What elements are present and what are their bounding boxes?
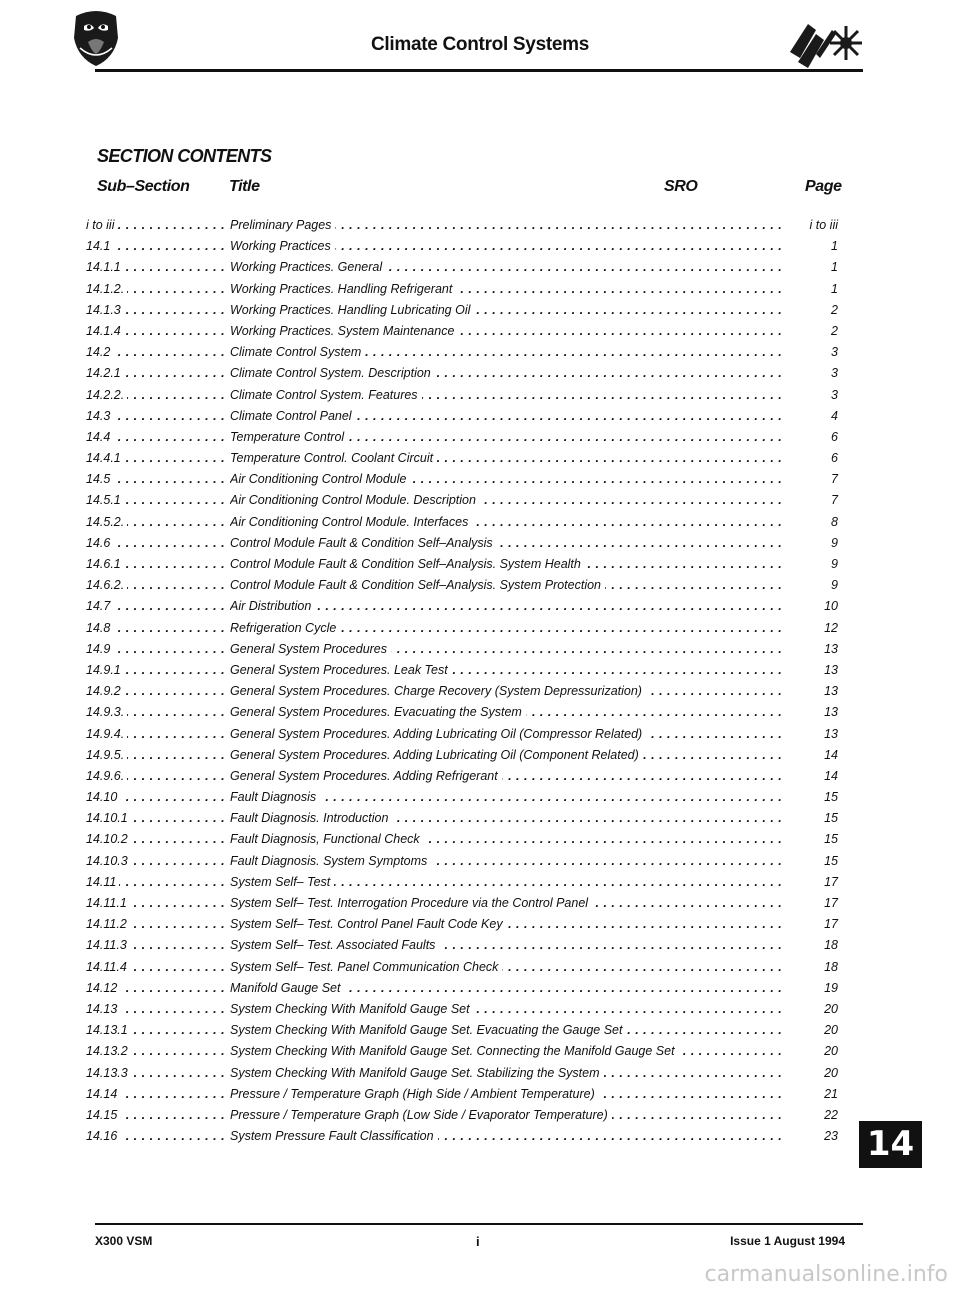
toc-page-number: 2 <box>831 323 838 338</box>
toc-sub-section-number: 14.6.1 <box>86 557 124 571</box>
toc-page-number: 3 <box>831 387 838 402</box>
toc-title <box>230 388 786 402</box>
toc-row[interactable] <box>86 237 846 258</box>
toc-title <box>230 472 786 486</box>
toc-page-number: 9 <box>831 535 838 550</box>
toc-sub-section <box>86 515 224 529</box>
footer-rule <box>95 1223 863 1225</box>
toc-page-number: 6 <box>831 451 838 466</box>
toc-row[interactable] <box>86 936 846 957</box>
toc-title-text: Working Practices. Handling Lubricating Oil <box>230 303 474 317</box>
toc-row[interactable] <box>86 915 846 936</box>
toc-row[interactable] <box>86 597 846 618</box>
toc-sub-section <box>86 663 224 677</box>
toc-sub-section <box>86 769 224 783</box>
toc-title-text: Temperature Control. Coolant Circuit <box>230 451 437 465</box>
toc-row[interactable] <box>86 725 846 746</box>
toc-sub-section <box>86 366 224 380</box>
toc-page-number: 20 <box>824 1065 838 1080</box>
toc-row[interactable] <box>86 534 846 555</box>
toc-sub-section <box>86 896 224 910</box>
toc-page-number: 10 <box>824 599 838 614</box>
toc-sub-section-number: 14.9.6. <box>86 769 127 783</box>
toc-title-text: Air Distribution <box>230 599 315 613</box>
toc-title-text: Control Module Fault & Condition Self–Analysis <box>230 536 497 550</box>
toc-sub-section <box>86 493 224 507</box>
toc-page-number: 22 <box>824 1107 838 1122</box>
toc-title <box>230 854 786 868</box>
watermark: carmanualsonline.info <box>704 1262 948 1287</box>
toc-page-number: 17 <box>824 874 838 889</box>
toc-sub-section <box>86 790 224 804</box>
toc-page-number: 15 <box>824 790 838 805</box>
toc-title <box>230 303 786 317</box>
toc-title-text: Manifold Gauge Set <box>230 981 345 995</box>
toc-row[interactable] <box>86 788 846 809</box>
toc-title-text: Fault Diagnosis. Introduction <box>230 811 392 825</box>
toc-row[interactable] <box>86 767 846 788</box>
toc-sub-section-number: 14.13.2 <box>86 1044 131 1058</box>
toc-row[interactable] <box>86 873 846 894</box>
toc-sub-section <box>86 451 224 465</box>
toc-page-number: 18 <box>824 959 838 974</box>
toc-sub-section <box>86 578 224 592</box>
toc-title <box>230 282 786 296</box>
toc-sub-section <box>86 1044 224 1058</box>
toc-title-text: System Self– Test <box>230 875 334 889</box>
toc-sub-section-number: 14.10.1 <box>86 811 131 825</box>
toc-row[interactable] <box>86 1021 846 1042</box>
toc-sub-section <box>86 324 224 338</box>
toc-title-text: Climate Control Panel <box>230 409 356 423</box>
toc-row[interactable] <box>86 682 846 703</box>
toc-title-text: System Self– Test. Associated Faults <box>230 938 439 952</box>
toc-title-text: General System Procedures. Adding Lubricating Oil (Component Related) <box>230 748 643 762</box>
header-title: Climate Control Systems <box>371 34 589 55</box>
toc-row[interactable] <box>86 1106 846 1127</box>
toc-row[interactable] <box>86 449 846 470</box>
toc-title <box>230 705 786 719</box>
toc-sub-section-number: 14.1.4 <box>86 324 124 338</box>
toc-sub-section-number: 14.5 <box>86 472 113 486</box>
toc-title-text: System Self– Test. Control Panel Fault Code Key <box>230 917 507 931</box>
toc-sub-section <box>86 684 224 698</box>
toc-row[interactable] <box>86 830 846 851</box>
toc-page-number: 20 <box>824 1044 838 1059</box>
toc-title <box>230 811 786 825</box>
toc-title-text: Fault Diagnosis, Functional Check <box>230 832 424 846</box>
toc-page-number: 13 <box>824 705 838 720</box>
toc-sub-section-number: 14.2 <box>86 345 113 359</box>
toc-sub-section <box>86 430 224 444</box>
toc-sub-section-number: 14.9.5. <box>86 748 127 762</box>
toc-sub-section-number: 14.13.3 <box>86 1066 131 1080</box>
toc-title <box>230 727 786 741</box>
toc-row[interactable] <box>86 1127 846 1148</box>
toc-title <box>230 875 786 889</box>
toc-sub-section-number: 14.9.1 <box>86 663 124 677</box>
toc-title <box>230 218 786 232</box>
toc-page-number: 13 <box>824 641 838 656</box>
toc-sub-section-number: 14.11.3 <box>86 938 130 952</box>
toc-sub-section-number: 14.1 <box>86 239 113 253</box>
toc-title-text: Working Practices. System Maintenance <box>230 324 458 338</box>
toc-page-number: 4 <box>831 408 838 423</box>
toc-sub-section-number: 14.3 <box>86 409 113 423</box>
toc-sub-section <box>86 938 224 952</box>
toc-page-number: 18 <box>824 938 838 953</box>
toc-row[interactable] <box>86 703 846 724</box>
toc-sub-section-number: 14.16 <box>86 1129 120 1143</box>
toc-title <box>230 515 786 529</box>
toc-page-number: 2 <box>831 302 838 317</box>
toc-sub-section-number: 14.2.1 <box>86 366 124 380</box>
toc-page-number: 13 <box>824 726 838 741</box>
toc-title <box>230 938 786 952</box>
toc-page-number: 3 <box>831 345 838 360</box>
toc-sub-section-number: 14.15 <box>86 1108 120 1122</box>
toc-sub-section <box>86 409 224 423</box>
toc-row[interactable] <box>86 470 846 491</box>
toc-title-text: Air Conditioning Control Module. Interfaces <box>230 515 472 529</box>
toc-row[interactable] <box>86 343 846 364</box>
toc-title <box>230 345 786 359</box>
toc-title-text: Climate Control System. Features <box>230 388 422 402</box>
toc-title-text: Pressure / Temperature Graph (Low Side / Evaporator Temperature) <box>230 1108 612 1122</box>
toc-row[interactable] <box>86 958 846 979</box>
column-header-sub-section: Sub–Section <box>97 178 190 195</box>
toc-title-text: Pressure / Temperature Graph (High Side / Ambient Temperature) <box>230 1087 599 1101</box>
toc-page-number: 20 <box>824 1023 838 1038</box>
toc-row[interactable] <box>86 407 846 428</box>
toc-sub-section-number: 14.8 <box>86 621 113 635</box>
toc-title-text: Fault Diagnosis. System Symptoms <box>230 854 431 868</box>
toc-row[interactable] <box>86 280 846 301</box>
toc-page-number: 14 <box>824 768 838 783</box>
toc-page-number: 1 <box>831 239 838 254</box>
toc-sub-section-number: 14.11 <box>86 875 119 889</box>
toc-title-text: General System Procedures. Evacuating the System <box>230 705 526 719</box>
toc-sub-section <box>86 875 224 889</box>
toc-title-text: System Checking With Manifold Gauge Set <box>230 1002 474 1016</box>
toc-title-text: Working Practices. General <box>230 260 386 274</box>
toc-page-number: 9 <box>831 578 838 593</box>
toc-sub-section-number: 14.14 <box>86 1087 120 1101</box>
toc-row[interactable] <box>86 216 846 237</box>
toc-title <box>230 621 786 635</box>
toc-title-text: Working Practices. Handling Refrigerant <box>230 282 456 296</box>
toc-title-text: System Checking With Manifold Gauge Set. Stabilizing the System <box>230 1066 604 1080</box>
footer-page-number: i <box>476 1234 480 1249</box>
toc-sub-section <box>86 1023 224 1037</box>
toc-sub-section-number: 14.4.1 <box>86 451 124 465</box>
toc-title <box>230 430 786 444</box>
toc-sub-section <box>86 557 224 571</box>
toc-page-number: 15 <box>824 853 838 868</box>
toc-page-number: 6 <box>831 429 838 444</box>
toc-row[interactable] <box>86 1042 846 1063</box>
toc-sub-section-number: 14.6.2. <box>86 578 127 592</box>
toc-title-text: General System Procedures. Adding Lubricating Oil (Compressor Related) <box>230 727 646 741</box>
toc-sub-section-number: 14.1.2. <box>86 282 127 296</box>
column-header-sro: SRO <box>664 178 698 195</box>
toc-page-number: 7 <box>831 472 838 487</box>
toc-row[interactable] <box>86 1000 846 1021</box>
toc-row[interactable] <box>86 809 846 830</box>
toc-title-text: General System Procedures. Leak Test <box>230 663 452 677</box>
toc-title-text: System Self– Test. Interrogation Procedure via the Control Panel <box>230 896 592 910</box>
toc-page-number: 20 <box>824 1001 838 1016</box>
toc-title <box>230 1023 786 1037</box>
toc-row[interactable] <box>86 428 846 449</box>
toc-sub-section-number: 14.12 <box>86 981 120 995</box>
footer-issue-date: Issue 1 August 1994 <box>730 1234 845 1248</box>
toc-row[interactable] <box>86 894 846 915</box>
toc-title <box>230 684 786 698</box>
toc-sub-section <box>86 599 224 613</box>
toc-row[interactable] <box>86 491 846 512</box>
toc-sub-section <box>86 303 224 317</box>
toc-sub-section-number: 14.9.4. <box>86 727 127 741</box>
toc-title <box>230 1129 786 1143</box>
toc-page-number: 9 <box>831 557 838 571</box>
toc-title <box>230 536 786 550</box>
toc-title-text: General System Procedures. Charge Recovery (System Depressurization) <box>230 684 646 698</box>
toc-title <box>230 790 786 804</box>
toc-title <box>230 1087 786 1101</box>
toc-sub-section <box>86 981 224 995</box>
toc-sub-section-number: 14.6 <box>86 536 113 550</box>
toc-title-text: Temperature Control <box>230 430 348 444</box>
toc-title <box>230 451 786 465</box>
toc-page-number: 7 <box>831 493 838 508</box>
column-header-title: Title <box>229 178 260 195</box>
toc-sub-section <box>86 1002 224 1016</box>
toc-title <box>230 409 786 423</box>
toc-sub-section-number: 14.1.3 <box>86 303 124 317</box>
toc-row[interactable] <box>86 661 846 682</box>
toc-sub-section <box>86 832 224 846</box>
toc-row[interactable] <box>86 364 846 385</box>
toc-title-text: System Self– Test. Panel Communication Check <box>230 960 502 974</box>
toc-page-number: 23 <box>824 1129 838 1144</box>
toc-row[interactable] <box>86 979 846 1000</box>
toc-title-text: Air Conditioning Control Module <box>230 472 410 486</box>
toc-sub-section <box>86 854 224 868</box>
toc-title-text: General System Procedures <box>230 642 391 656</box>
toc-row[interactable] <box>86 301 846 322</box>
toc-title <box>230 748 786 762</box>
toc-title-text: Climate Control System. Description <box>230 366 435 380</box>
toc-sub-section <box>86 811 224 825</box>
toc-title <box>230 1044 786 1058</box>
toc-page-number: 17 <box>824 917 838 932</box>
section-tab: 14 <box>859 1121 922 1168</box>
toc-title-text: Refrigeration Cycle <box>230 621 340 635</box>
toc-sub-section-number: 14.5.2. <box>86 515 127 529</box>
toc-title <box>230 960 786 974</box>
toc-sub-section-number: 14.4 <box>86 430 113 444</box>
toc-sub-section-number: 14.9.2 <box>86 684 124 698</box>
toc-row[interactable] <box>86 576 846 597</box>
toc-sub-section-number: 14.9 <box>86 642 113 656</box>
toc-page-number: 8 <box>831 514 838 529</box>
toc-row[interactable] <box>86 746 846 767</box>
toc-sub-section <box>86 960 224 974</box>
toc-title <box>230 769 786 783</box>
toc-sub-section <box>86 727 224 741</box>
toc-title-text: Control Module Fault & Condition Self–Analysis. System Health <box>230 557 585 571</box>
toc-row[interactable] <box>86 852 846 873</box>
toc-title <box>230 1108 786 1122</box>
toc-title-text: System Checking With Manifold Gauge Set. Evacuating the Gauge Set <box>230 1023 626 1037</box>
toc-sub-section-number: 14.2.2. <box>86 388 127 402</box>
toc-sub-section <box>86 1087 224 1101</box>
toc-sub-section-number: 14.11.1 <box>86 896 130 910</box>
toc-sub-section <box>86 388 224 402</box>
toc-sub-section-number: 14.1.1 <box>86 260 124 274</box>
toc-row[interactable] <box>86 619 846 640</box>
toc-page-number: 21 <box>824 1086 838 1101</box>
toc-title-text: System Pressure Fault Classification <box>230 1129 438 1143</box>
toc-row[interactable] <box>86 322 846 343</box>
toc-page-number: 1 <box>831 260 838 275</box>
toc-title-text: Climate Control System <box>230 345 365 359</box>
toc-page-number: 3 <box>831 366 838 381</box>
toc-sub-section <box>86 621 224 635</box>
toc-sub-section <box>86 705 224 719</box>
toc-title <box>230 239 786 253</box>
toc-sub-section-number: 14.11.4 <box>86 960 130 974</box>
toc-row[interactable] <box>86 640 846 661</box>
toc-page-number: 15 <box>824 811 838 826</box>
section-title: SECTION CONTENTS <box>97 146 272 166</box>
toc-sub-section-number: 14.11.2 <box>86 917 130 931</box>
toc-title <box>230 1002 786 1016</box>
toc-title-text: Fault Diagnosis <box>230 790 320 804</box>
toc-title <box>230 324 786 338</box>
toc-sub-section <box>86 472 224 486</box>
toc-title <box>230 981 786 995</box>
toc-title <box>230 260 786 274</box>
toc-sub-section <box>86 218 224 232</box>
toc-title <box>230 493 786 507</box>
toc-title <box>230 917 786 931</box>
toc-title <box>230 832 786 846</box>
toc-sub-section <box>86 239 224 253</box>
toc-page-number: 14 <box>824 747 838 762</box>
toc-sub-section-number: 14.5.1 <box>86 493 124 507</box>
toc-sub-section-number: i to iii <box>86 218 117 232</box>
toc-title-text: Air Conditioning Control Module. Description <box>230 493 480 507</box>
toc-sub-section <box>86 1108 224 1122</box>
toc-sub-section-number: 14.10 <box>86 790 120 804</box>
toc-sub-section-number: 14.7 <box>86 599 113 613</box>
toc-page-number: i to iii <box>809 218 838 232</box>
toc-title <box>230 557 786 571</box>
toc-title <box>230 578 786 592</box>
column-header-page: Page <box>805 178 842 195</box>
toc-title <box>230 663 786 677</box>
toc-title <box>230 896 786 910</box>
fan-snowflake-icon <box>786 18 864 70</box>
toc-sub-section-number: 14.10.2 <box>86 832 131 846</box>
toc-title <box>230 642 786 656</box>
toc-sub-section-number: 14.9.3. <box>86 705 127 719</box>
toc-title-text: System Checking With Manifold Gauge Set. Connecting the Manifold Gauge Set <box>230 1044 679 1058</box>
toc-sub-section-number: 14.13.1 <box>86 1023 131 1037</box>
toc-title <box>230 366 786 380</box>
table-of-contents <box>86 216 846 1148</box>
toc-title-text: Control Module Fault & Condition Self–Analysis. System Protection <box>230 578 605 592</box>
toc-row[interactable] <box>86 258 846 279</box>
header-rule <box>95 69 863 72</box>
toc-title <box>230 1066 786 1080</box>
toc-page-number: 19 <box>824 980 838 995</box>
toc-sub-section <box>86 282 224 296</box>
footer-document-code: X300 VSM <box>95 1234 153 1248</box>
toc-title <box>230 599 786 613</box>
toc-sub-section <box>86 536 224 550</box>
toc-title-text: General System Procedures. Adding Refrigerant <box>230 769 502 783</box>
toc-title-text: Working Practices <box>230 239 335 253</box>
toc-sub-section <box>86 1066 224 1080</box>
toc-page-number: 1 <box>831 281 838 296</box>
toc-title-text: Preliminary Pages <box>230 218 335 232</box>
toc-row[interactable] <box>86 386 846 407</box>
toc-sub-section <box>86 1129 224 1143</box>
toc-row[interactable] <box>86 513 846 534</box>
toc-row[interactable] <box>86 1085 846 1106</box>
toc-sub-section <box>86 345 224 359</box>
toc-page-number: 15 <box>824 832 838 847</box>
toc-page-number: 17 <box>824 896 838 910</box>
toc-sub-section <box>86 917 224 931</box>
toc-page-number: 12 <box>824 620 838 635</box>
toc-sub-section <box>86 642 224 656</box>
toc-page-number: 13 <box>824 662 838 677</box>
toc-row[interactable] <box>86 555 846 576</box>
toc-page-number: 13 <box>824 684 838 699</box>
toc-row[interactable] <box>86 1064 846 1085</box>
toc-sub-section-number: 14.10.3 <box>86 854 131 868</box>
toc-sub-section <box>86 748 224 762</box>
toc-sub-section <box>86 260 224 274</box>
toc-sub-section-number: 14.13 <box>86 1002 120 1016</box>
